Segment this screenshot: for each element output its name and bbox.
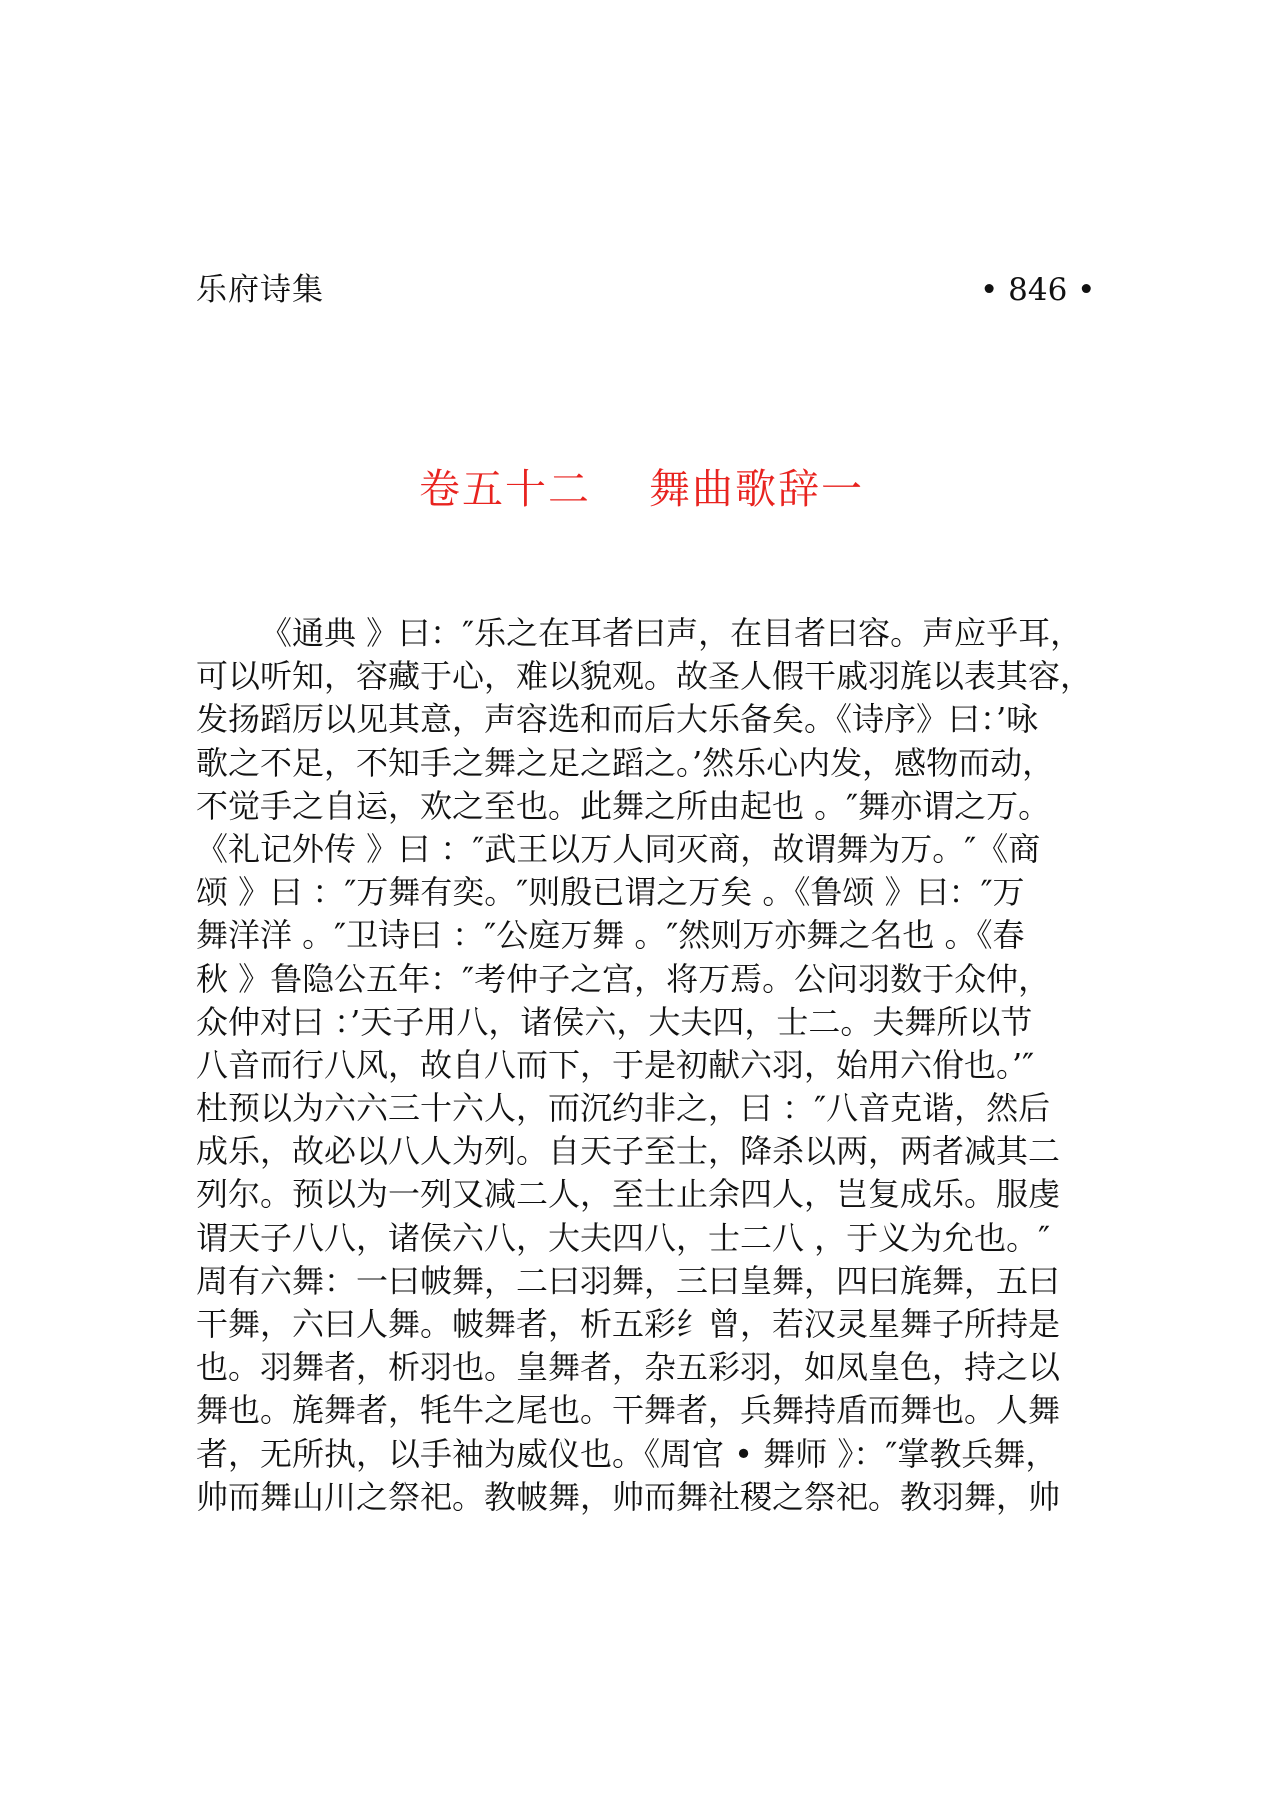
text-line: 八音而行八风，故自八而下，于是初献六羽，始用六佾也。’″ bbox=[196, 1045, 1035, 1084]
text-line: 也。羽舞者，析羽也。皇舞者，杂五彩羽，如凤皇色，持之以 bbox=[196, 1348, 1061, 1387]
text-line: 帅而舞山川之祭祀。教帔舞，帅而舞社稷之祭祀。教羽舞，帅 bbox=[196, 1477, 1061, 1516]
text-line: 秋 》鲁隐公五年：″考仲子之宫，将万焉。公问羽数于众仲， bbox=[196, 959, 1051, 998]
text-line: 杜预以为六六三十六人，而沉约非之，曰 ：″八音克谐，然后 bbox=[196, 1089, 1051, 1128]
text-line: 可以听知，容藏于心，难以貌观。故圣人假干戚羽旄以表其容， bbox=[196, 657, 1093, 696]
text-line: 舞也。旄舞者，牦牛之尾也。干舞者，兵舞持盾而舞也。人舞 bbox=[196, 1391, 1061, 1430]
text-line: 颂 》曰 ：″万舞有奕。″则殷已谓之万矣 。《鲁颂 》曰：″万 bbox=[196, 873, 1025, 912]
running-header-page-number: • 846 • bbox=[980, 272, 1096, 308]
text-line: 《礼记外传 》曰 ：″武王以万人同灭商，故谓舞为万。″《商 bbox=[196, 829, 1041, 868]
text-line: 干舞，六曰人舞。帔舞者，析五彩纟曾，若汉灵星舞子所持是 bbox=[196, 1305, 1061, 1343]
text-line: 周有六舞：一曰帔舞，二曰羽舞，三曰皇舞，四曰旄舞，五曰 bbox=[196, 1261, 1061, 1300]
text-line: 者，无所执，以手袖为威仪也。《周官 • 舞师 》：″掌教兵舞， bbox=[196, 1434, 1058, 1473]
text-line: 发扬蹈厉以见其意，声容选和而后大乐备矣。《诗序》曰：’咏 bbox=[196, 700, 1039, 739]
text-line: 歌之不足，不知手之舞之足之蹈之。’然乐心内发，感物而动， bbox=[196, 743, 1055, 782]
text-line: 列尔。预以为一列又减二人，至士止余四人，岂复成乐。服虔 bbox=[196, 1175, 1061, 1214]
text-line: 《通典 》曰：″乐之在耳者曰声，在目者曰容。声应乎耳， bbox=[260, 614, 1083, 652]
running-header-book-title: 乐府诗集 bbox=[196, 272, 324, 308]
text-line: 谓天子八八，诸侯六八，大夫四八，士二八 ，于义为允也。″ bbox=[196, 1218, 1051, 1257]
body-text bbox=[196, 612, 1116, 1519]
text-line: 舞洋洋 。″卫诗曰 ：″公庭万舞 。″然则万亦舞之名也 。《春 bbox=[196, 916, 1025, 955]
text-line: 众仲对曰 ：’天子用八，诸侯六，大夫四，士二。夫舞所以节 bbox=[196, 1002, 1033, 1041]
chapter-title: 卷五十二 舞曲歌辞一 bbox=[418, 465, 865, 513]
text-line: 成乐，故必以八人为列。自天子至士，降杀以两，两者减其二 bbox=[196, 1132, 1061, 1171]
text-line: 不觉手之自运，欢之至也。此舞之所由起也 。″舞亦谓之万。 bbox=[196, 786, 1051, 825]
